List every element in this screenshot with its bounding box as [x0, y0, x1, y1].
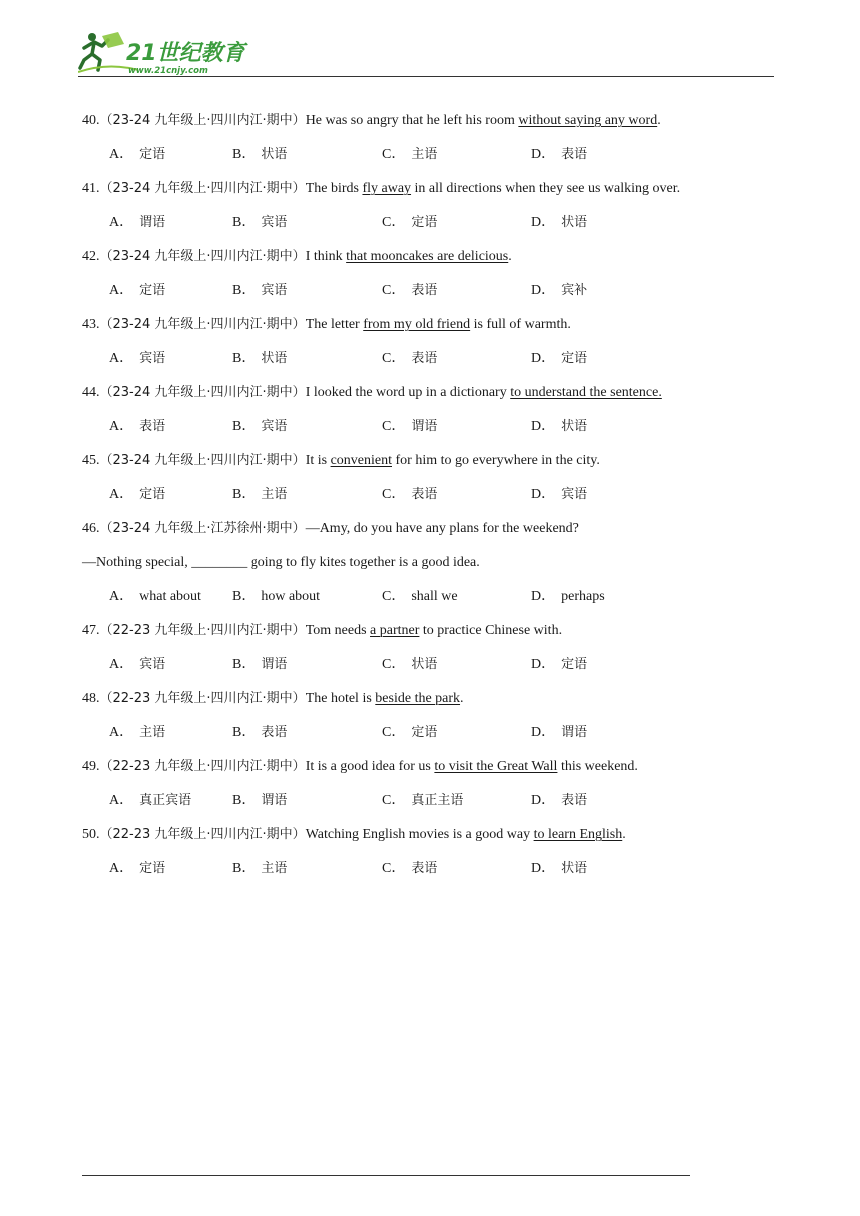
- question: [82, 312, 782, 380]
- page-header: [78, 30, 774, 78]
- option-letter: C．: [382, 419, 406, 434]
- option-text: 状语: [561, 215, 588, 230]
- underlined-part: to visit the Great Wall: [434, 759, 558, 774]
- underlined-part: to understand the sentence.: [510, 385, 662, 400]
- stem-text-after: for him to go everywhere in the city.: [392, 453, 600, 468]
- option-a[interactable]: [109, 856, 165, 882]
- question-source: （22-23 九年级上·四川内江·期中）: [99, 623, 306, 638]
- question-number: 46.: [82, 521, 100, 536]
- option-letter: C．: [382, 215, 406, 230]
- option-b[interactable]: [232, 584, 320, 610]
- question-source: （22-23 九年级上·四川内江·期中）: [99, 691, 306, 706]
- option-c[interactable]: [382, 142, 437, 168]
- option-letter: C．: [382, 589, 406, 604]
- option-letter: A．: [109, 487, 134, 502]
- question: [82, 516, 782, 618]
- option-text: 谓语: [261, 793, 288, 808]
- question: [82, 448, 782, 516]
- stem-text: The hotel is: [305, 691, 376, 706]
- underlined-part: convenient: [330, 453, 392, 468]
- question-stem: [82, 754, 782, 788]
- option-text: 状语: [561, 419, 588, 434]
- option-d[interactable]: [531, 210, 587, 236]
- stem-text: Tom needs: [305, 623, 371, 638]
- question-stem: [82, 822, 782, 856]
- option-letter: C．: [382, 487, 406, 502]
- question-stem: [82, 380, 782, 414]
- option-letter: B．: [232, 147, 256, 162]
- option-text: 宾语: [261, 283, 288, 298]
- question-stem: [82, 448, 782, 482]
- question-list: [82, 108, 782, 890]
- option-text: 表语: [261, 725, 288, 740]
- question-stem: [82, 618, 782, 652]
- question-source: （22-23 九年级上·四川内江·期中）: [99, 759, 306, 774]
- option-letter: D．: [531, 589, 556, 604]
- option-d[interactable]: [531, 142, 587, 168]
- option-text: 谓语: [139, 215, 166, 230]
- option-a[interactable]: [109, 278, 165, 304]
- option-a[interactable]: [109, 210, 165, 236]
- stem-text: —Amy, do you have any plans for the weekend?: [305, 521, 579, 536]
- option-a[interactable]: [109, 720, 165, 746]
- option-letter: D．: [531, 283, 556, 298]
- question-stem: [82, 176, 782, 210]
- question-source: （23-24 九年级上·四川内江·期中）: [99, 249, 306, 264]
- stem-text-after: .: [460, 691, 464, 706]
- option-letter: A．: [109, 589, 134, 604]
- option-text: what about: [139, 589, 201, 604]
- option-row: [82, 652, 782, 686]
- option-text: 表语: [411, 283, 438, 298]
- question-stem: [82, 516, 782, 550]
- option-c[interactable]: [382, 346, 437, 372]
- option-text: 定语: [139, 861, 166, 876]
- logo-text: 21世纪教育: [126, 41, 245, 66]
- option-b[interactable]: [232, 414, 287, 440]
- option-c[interactable]: [382, 856, 437, 882]
- stem-text-after: in all directions when they see us walking over.: [411, 181, 681, 196]
- stem-text-after: this weekend.: [557, 759, 638, 774]
- option-letter: A．: [109, 419, 134, 434]
- option-text: shall we: [411, 589, 458, 604]
- option-text: 主语: [139, 725, 166, 740]
- stem-text-after: .: [657, 113, 661, 128]
- question-stem: [82, 686, 782, 720]
- option-c[interactable]: [382, 278, 437, 304]
- stem-text-after: is full of warmth.: [470, 317, 571, 332]
- option-text: 谓语: [561, 725, 588, 740]
- question-source: （23-24 九年级上·四川内江·期中）: [99, 181, 306, 196]
- option-text: 定语: [561, 657, 588, 672]
- option-text: 宾语: [261, 419, 288, 434]
- option-c[interactable]: [382, 720, 437, 746]
- option-d[interactable]: [531, 278, 587, 304]
- option-row: [82, 210, 782, 244]
- option-row: [82, 584, 782, 618]
- option-letter: D．: [531, 147, 556, 162]
- option-d[interactable]: [531, 414, 587, 440]
- underlined-part: without saying any word: [518, 113, 658, 128]
- option-a[interactable]: [109, 652, 165, 678]
- option-b[interactable]: [232, 346, 287, 372]
- option-b[interactable]: [232, 788, 287, 814]
- stem-text: It is: [305, 453, 331, 468]
- question: [82, 686, 782, 754]
- logo-url: www.21cnjy.com: [128, 66, 208, 76]
- stem-text: The birds: [305, 181, 363, 196]
- option-text: 定语: [139, 283, 166, 298]
- option-text: how about: [261, 589, 321, 604]
- option-text: 定语: [411, 725, 438, 740]
- option-text: perhaps: [561, 589, 605, 604]
- option-letter: B．: [232, 487, 256, 502]
- question-number: 40.: [82, 113, 100, 128]
- header-rule: [78, 76, 774, 77]
- stem-text: It is a good idea for us: [305, 759, 435, 774]
- stem-text: Watching English movies is a good way: [305, 827, 534, 842]
- underlined-part: to learn English: [533, 827, 623, 842]
- question-number: 47.: [82, 623, 100, 638]
- option-text: 表语: [561, 793, 588, 808]
- option-letter: B．: [232, 793, 256, 808]
- option-letter: B．: [232, 725, 256, 740]
- option-text: 状语: [561, 861, 588, 876]
- question-source: （23-24 九年级上·四川内江·期中）: [99, 453, 306, 468]
- option-c[interactable]: [382, 788, 463, 814]
- question-number: 42.: [82, 249, 100, 264]
- option-letter: A．: [109, 657, 134, 672]
- underlined-part: fly away: [362, 181, 412, 196]
- option-b[interactable]: [232, 652, 287, 678]
- option-letter: A．: [109, 283, 134, 298]
- option-text: 表语: [411, 487, 438, 502]
- question: [82, 108, 782, 176]
- option-letter: C．: [382, 147, 406, 162]
- option-text: 宾语: [561, 487, 588, 502]
- option-text: 表语: [139, 419, 166, 434]
- option-d[interactable]: [531, 482, 587, 508]
- option-row: [82, 278, 782, 312]
- option-d[interactable]: [531, 584, 605, 610]
- option-letter: C．: [382, 657, 406, 672]
- question-number: 45.: [82, 453, 100, 468]
- option-letter: C．: [382, 283, 406, 298]
- question: [82, 380, 782, 448]
- option-text: 状语: [261, 351, 288, 366]
- option-d[interactable]: [531, 856, 587, 882]
- option-row: [82, 142, 782, 176]
- option-letter: A．: [109, 147, 134, 162]
- question-source: （22-23 九年级上·四川内江·期中）: [99, 827, 306, 842]
- option-c[interactable]: [382, 210, 437, 236]
- option-text: 主语: [261, 861, 288, 876]
- option-letter: B．: [232, 419, 256, 434]
- option-text: 定语: [561, 351, 588, 366]
- question-number: 44.: [82, 385, 100, 400]
- question-source: （23-24 九年级上·四川内江·期中）: [99, 317, 306, 332]
- option-letter: B．: [232, 589, 256, 604]
- option-letter: D．: [531, 487, 556, 502]
- option-row: [82, 856, 782, 890]
- question-source: （23-24 九年级上·江苏徐州·期中）: [99, 521, 306, 536]
- underlined-part: that mooncakes are delicious: [346, 249, 509, 264]
- option-row: [82, 414, 782, 448]
- option-letter: A．: [109, 793, 134, 808]
- option-text: 定语: [139, 487, 166, 502]
- option-letter: B．: [232, 215, 256, 230]
- option-a[interactable]: [109, 788, 191, 814]
- question: [82, 822, 782, 890]
- option-a[interactable]: [109, 346, 165, 372]
- question-number: 48.: [82, 691, 100, 706]
- option-a[interactable]: [109, 414, 165, 440]
- option-c[interactable]: [382, 482, 437, 508]
- stem-text: He was so angry that he left his room: [305, 113, 519, 128]
- option-letter: B．: [232, 861, 256, 876]
- stem-text-after: .: [622, 827, 626, 842]
- option-c[interactable]: [382, 414, 437, 440]
- underlined-part: beside the park: [375, 691, 461, 706]
- underlined-part: from my old friend: [363, 317, 471, 332]
- question-source: （23-24 九年级上·四川内江·期中）: [99, 113, 306, 128]
- option-c[interactable]: [382, 584, 458, 610]
- option-text: 宾语: [139, 351, 166, 366]
- option-b[interactable]: [232, 142, 287, 168]
- option-letter: C．: [382, 793, 406, 808]
- dialog-line: —Nothing special, ________ going to fly kites together is a good idea.: [82, 555, 480, 570]
- option-a[interactable]: [109, 482, 165, 508]
- option-text: 状语: [261, 147, 288, 162]
- question-number: 49.: [82, 759, 100, 774]
- logo: [78, 30, 248, 76]
- option-row: [82, 482, 782, 516]
- option-letter: C．: [382, 725, 406, 740]
- option-b[interactable]: [232, 856, 287, 882]
- option-d[interactable]: [531, 346, 587, 372]
- option-d[interactable]: [531, 652, 587, 678]
- option-text: 主语: [411, 147, 438, 162]
- option-b[interactable]: [232, 482, 287, 508]
- question: [82, 618, 782, 686]
- option-row: [82, 720, 782, 754]
- option-text: 表语: [411, 351, 438, 366]
- option-letter: B．: [232, 657, 256, 672]
- option-letter: D．: [531, 419, 556, 434]
- question-stem: [82, 312, 782, 346]
- option-text: 宾补: [561, 283, 588, 298]
- option-letter: D．: [531, 657, 556, 672]
- option-text: 谓语: [261, 657, 288, 672]
- option-letter: D．: [531, 725, 556, 740]
- option-row: [82, 788, 782, 822]
- option-letter: A．: [109, 861, 134, 876]
- option-letter: D．: [531, 793, 556, 808]
- option-letter: C．: [382, 351, 406, 366]
- option-text: 谓语: [411, 419, 438, 434]
- option-text: 表语: [561, 147, 588, 162]
- option-text: 宾语: [261, 215, 288, 230]
- option-letter: A．: [109, 725, 134, 740]
- option-d[interactable]: [531, 720, 587, 746]
- option-letter: D．: [531, 351, 556, 366]
- option-letter: A．: [109, 215, 134, 230]
- option-text: 定语: [139, 147, 166, 162]
- question-source: （23-24 九年级上·四川内江·期中）: [99, 385, 306, 400]
- stem-text: I think: [305, 249, 347, 264]
- stem-text-after: .: [508, 249, 512, 264]
- option-text: 真正主语: [411, 793, 464, 808]
- option-letter: A．: [109, 351, 134, 366]
- option-letter: D．: [531, 861, 556, 876]
- option-c[interactable]: [382, 652, 437, 678]
- stem-text-after: to practice Chinese with.: [419, 623, 563, 638]
- option-b[interactable]: [232, 720, 287, 746]
- option-text: 定语: [411, 215, 438, 230]
- question: [82, 176, 782, 244]
- option-letter: D．: [531, 215, 556, 230]
- option-row: [82, 346, 782, 380]
- footer-rule: [82, 1175, 690, 1176]
- option-letter: C．: [382, 861, 406, 876]
- option-d[interactable]: [531, 788, 587, 814]
- option-text: 状语: [411, 657, 438, 672]
- option-b[interactable]: [232, 278, 287, 304]
- option-text: 主语: [261, 487, 288, 502]
- option-b[interactable]: [232, 210, 287, 236]
- option-letter: B．: [232, 351, 256, 366]
- question-stem: [82, 244, 782, 278]
- option-a[interactable]: [109, 584, 201, 610]
- option-text: 真正宾语: [139, 793, 192, 808]
- question-number: 50.: [82, 827, 100, 842]
- question: [82, 244, 782, 312]
- option-text: 表语: [411, 861, 438, 876]
- option-a[interactable]: [109, 142, 165, 168]
- question-number: 43.: [82, 317, 100, 332]
- question: [82, 754, 782, 822]
- question-number: 41.: [82, 181, 100, 196]
- option-letter: B．: [232, 283, 256, 298]
- stem-text: The letter: [305, 317, 364, 332]
- stem-text: I looked the word up in a dictionary: [305, 385, 511, 400]
- option-text: 宾语: [139, 657, 166, 672]
- underlined-part: a partner: [370, 623, 420, 638]
- question-stem: [82, 108, 782, 142]
